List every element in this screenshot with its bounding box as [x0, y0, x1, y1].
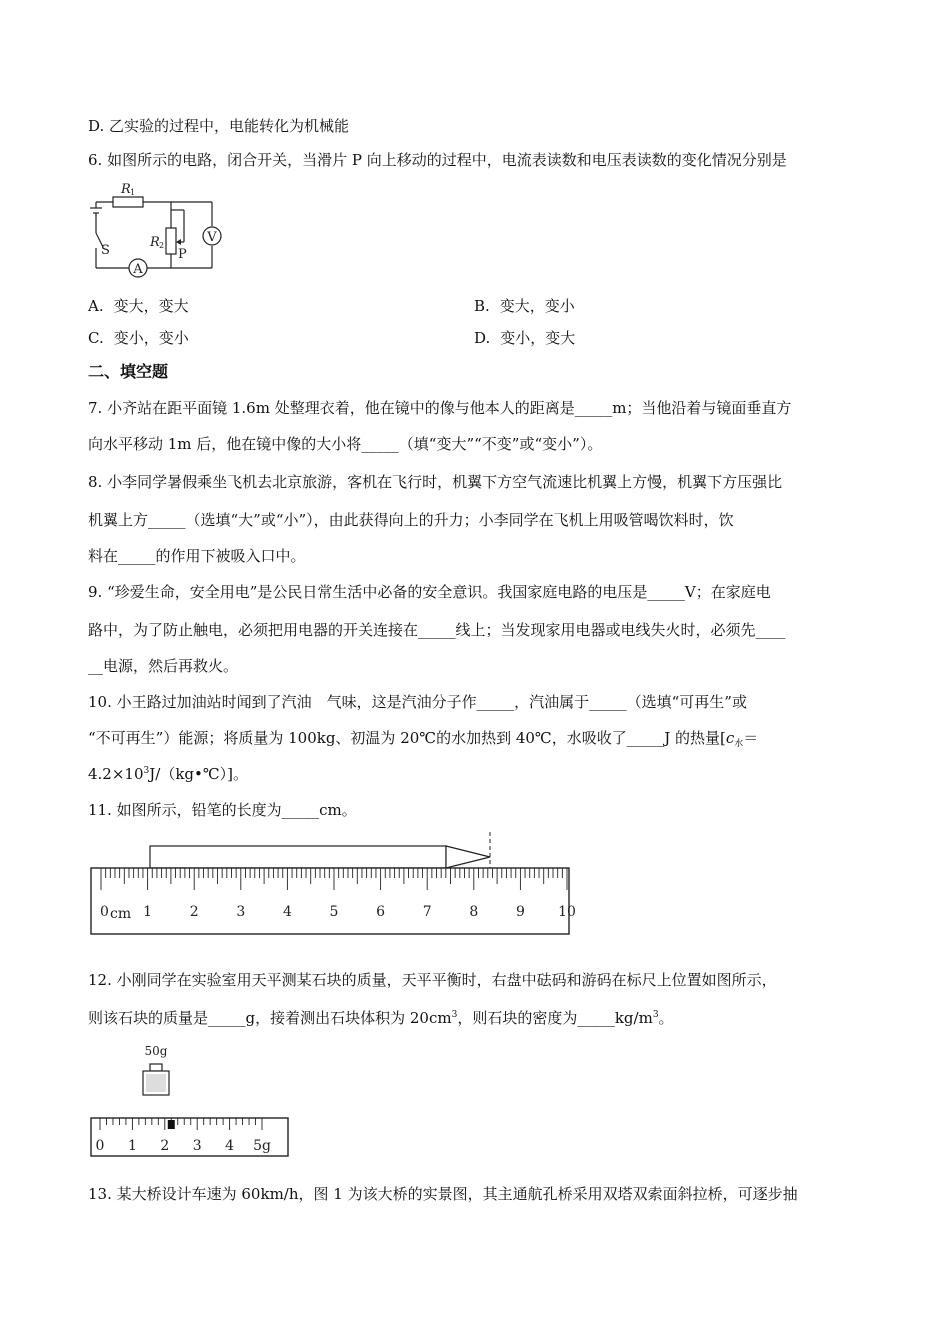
- ruler-label: 9: [515, 904, 525, 920]
- pencil-ruler-figure: [88, 830, 576, 938]
- option-text: 变小，变大: [500, 329, 576, 347]
- question-6-text: 6. 如图所示的电路，闭合开关，当滑片 P 向上移动的过程中，电流表读数和电压表读数的变化情况分别是: [88, 151, 787, 169]
- question-10-line-3: [88, 764, 248, 784]
- section-heading: 二、填空题: [88, 362, 169, 381]
- ruler-label: 10: [558, 904, 576, 920]
- question-10-line-1: 10. 小王路过加油站时闻到了汽油 气味，这是汽油分子作_____，汽油属于_____（选填“可再生”或: [88, 693, 747, 711]
- rheostat-r2: [166, 228, 176, 254]
- pencil-tip: [446, 846, 490, 868]
- option-text: 变小，变小: [113, 329, 189, 347]
- q6-option-a: [88, 296, 189, 316]
- scale-label: 1: [127, 1138, 137, 1154]
- ruler-label: 6: [376, 904, 386, 920]
- q10-subscript: 水: [734, 739, 744, 749]
- r2-subscript: 2: [159, 241, 165, 250]
- question-8-line-2: 机翼上方_____（选填“大”或“小”），由此获得向上的升力；小李同学在飞机上用吸管喝饮料时，饮: [88, 511, 734, 529]
- q12-text-b: ，则石块的密度为_____kg/m: [457, 1009, 653, 1027]
- option-text: 变大，变大: [113, 297, 189, 315]
- scale-label: 3: [192, 1138, 202, 1154]
- weight-icon: [143, 1064, 169, 1095]
- scale-label: 2: [160, 1138, 170, 1154]
- ruler-label: 4: [282, 904, 292, 920]
- q12-exponent-1: 3: [451, 1010, 458, 1020]
- question-9-line-3: __电源，然后再救火。: [88, 657, 239, 675]
- ruler-unit-label: cm: [110, 906, 132, 922]
- q10-text: “不可再生”）能源；将质量为 100kg、初温为 20℃的水加热到 40℃，水吸收了_____J 的热量[: [88, 729, 726, 747]
- question-9-line-2: 路中，为了防止触电，必须把用电器的开关连接在_____线上；当发现家用电器或电线失火时，必须先____: [88, 621, 786, 639]
- scale-label: 0: [95, 1138, 105, 1154]
- voltmeter-label: V: [207, 230, 217, 245]
- question-11-text: 11. 如图所示，铅笔的长度为_____cm。: [88, 801, 357, 819]
- rider-marker: [168, 1120, 175, 1129]
- ruler-label: 7: [422, 904, 432, 920]
- option-letter: A.: [88, 297, 104, 315]
- q10-exponent: 3: [143, 766, 150, 776]
- ruler-label: 0: [100, 904, 109, 920]
- question-12-line-2: [88, 1008, 674, 1028]
- scale-label: 5g: [253, 1138, 271, 1154]
- question-8-line-3: 料在_____的作用下被吸入口中。: [88, 547, 306, 565]
- q10-unit: J/（kg•℃）]。: [149, 765, 248, 783]
- question-12-line-1: 12. 小刚同学在实验室用天平测某石块的质量，天平平衡时，右盘中砝码和游码在标尺上位置如图所示，: [88, 971, 777, 989]
- option-text: 变大，变小: [499, 297, 575, 315]
- ruler-label: 1: [143, 904, 153, 920]
- circuit-diagram: [86, 178, 226, 282]
- slider-p-label: P: [178, 247, 187, 262]
- scale-label: 4: [225, 1138, 235, 1154]
- pencil-body: [150, 846, 446, 868]
- question-10-line-2: [88, 728, 758, 748]
- q6-option-d: [474, 328, 575, 348]
- balance-figure: [88, 1040, 292, 1160]
- option-letter: B.: [474, 297, 490, 315]
- q6-option-b: [474, 296, 575, 316]
- resistor-r1: [113, 197, 143, 207]
- r1-label: R: [121, 182, 131, 197]
- q5-option-d: D. 乙实验的过程中，电能转化为机械能: [88, 117, 350, 135]
- q12-text-c: 。: [658, 1009, 674, 1027]
- option-letter: C.: [88, 329, 104, 347]
- question-13-text: 13. 某大桥设计车速为 60km/h，图 1 为该大桥的实景图，其主通航孔桥采用双塔双索面斜拉桥，可逐步抽: [88, 1185, 798, 1203]
- ruler-label: 3: [236, 904, 246, 920]
- question-7-line-1: 7. 小齐站在距平面镜 1.6m 处整理衣着，他在镜中的像与他本人的距离是_____m；当他沿着与镜面垂直方: [88, 399, 792, 417]
- slider-arrow-icon: [176, 239, 181, 245]
- option-letter: D.: [474, 329, 491, 347]
- weight-label: 50g: [144, 1044, 168, 1058]
- r1-subscript: 1: [130, 188, 136, 197]
- q12-text-a: 则该石块的质量是_____g，接着测出石块体积为 20cm: [88, 1009, 452, 1027]
- question-8-line-1: 8. 小李同学暑假乘坐飞机去北京旅游，客机在飞行时，机翼下方空气流速比机翼上方慢，机翼下方压强比: [88, 473, 783, 491]
- ruler-label: 5: [329, 904, 339, 920]
- ammeter-label: A: [133, 262, 143, 277]
- q6-option-c: [88, 328, 189, 348]
- q10-symbol-c: c: [725, 729, 735, 747]
- ruler-label: 2: [189, 904, 199, 920]
- q10-equals: ＝: [743, 729, 759, 747]
- q12-exponent-2: 3: [652, 1010, 659, 1020]
- r2-label: R: [150, 235, 160, 250]
- ruler-label: 8: [469, 904, 479, 920]
- q10-value: 4.2×10: [88, 765, 144, 783]
- switch-s-label: S: [101, 243, 110, 258]
- question-9-line-1: 9. “珍爱生命，安全用电”是公民日常生活中必备的安全意识。我国家庭电路的电压是_____V；在家庭电: [88, 583, 771, 601]
- question-7-line-2: 向水平移动 1m 后，他在镜中像的大小将_____（填“变大”“不变”或“变小”）。: [88, 435, 603, 453]
